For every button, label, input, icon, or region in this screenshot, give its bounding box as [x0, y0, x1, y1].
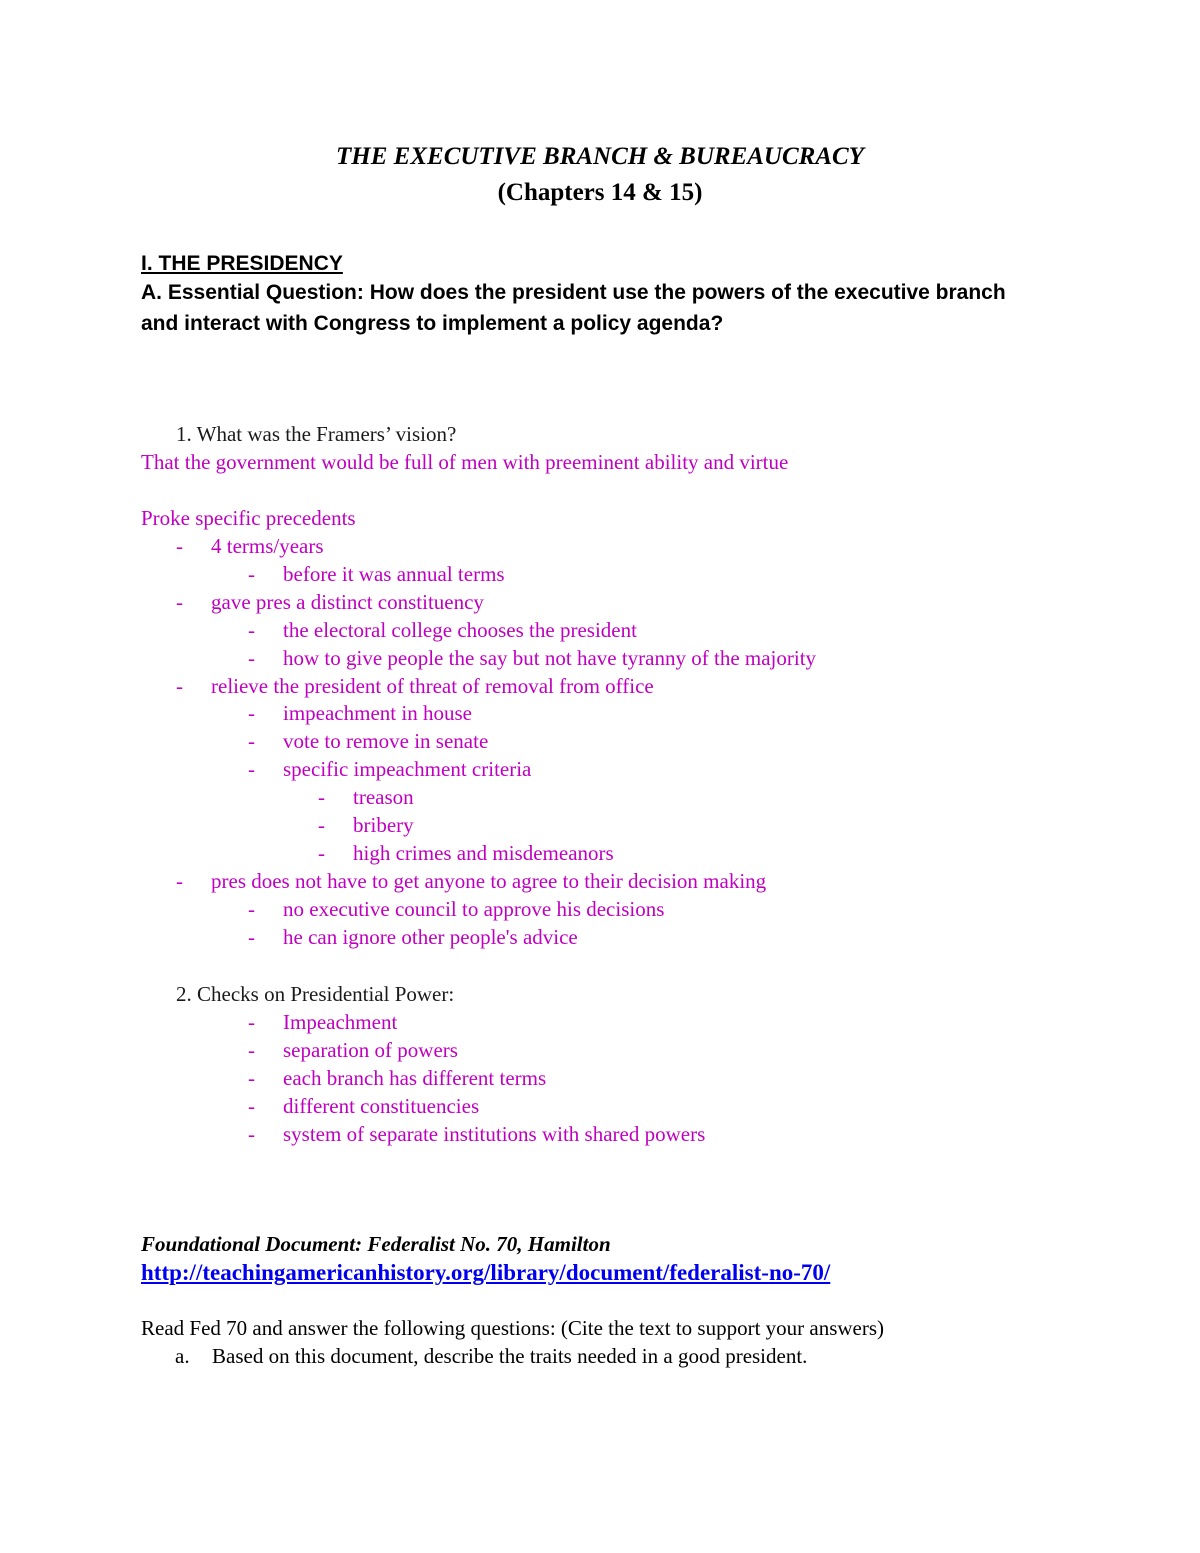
precedent-item-text: pres does not have to get anyone to agree to their decision making — [211, 868, 767, 893]
precedent-item-text: how to give people the say but not have tyranny of the majority — [283, 645, 817, 670]
precedent-item-text: he can ignore other people's advice — [283, 924, 578, 949]
precedent-item-text: treason — [353, 785, 414, 810]
dash-bullet: - — [248, 701, 255, 726]
dash-bullet: - — [176, 589, 183, 614]
answer-1: That the government would be full of men with preeminent ability and virtue — [141, 450, 789, 474]
dash-bullet: - — [248, 1037, 255, 1062]
precedent-item-text: the electoral college chooses the president — [283, 617, 637, 642]
dash-bullet: - — [248, 924, 255, 949]
check-item-text: Impeachment — [283, 1010, 398, 1034]
precedent-item-text: no executive council to approve his decisions — [283, 896, 665, 921]
dash-bullet: - — [248, 757, 255, 782]
document-title: THE EXECUTIVE BRANCH & BUREAUCRACY — [336, 143, 864, 170]
essential-question-line-1: A. Essential Question: How does the president use the powers of the executive branch — [141, 281, 1006, 304]
foundational-document-label: Foundational Document: Federalist No. 70, Hamilton — [141, 1232, 611, 1256]
precedent-item-text: specific impeachment criteria — [283, 757, 532, 782]
precedent-item-text: 4 terms/years — [211, 534, 324, 558]
dash-bullet: - — [248, 729, 255, 754]
dash-bullet: - — [248, 1093, 255, 1118]
question-a-text: Based on this document, describe the traits needed in a good president. — [212, 1344, 808, 1368]
dash-bullet: - — [248, 1121, 255, 1146]
check-item-text: separation of powers — [283, 1037, 458, 1062]
dash-bullet: - — [176, 534, 183, 558]
dash-bullet: - — [176, 673, 183, 698]
check-item-text: each branch has different terms — [283, 1065, 547, 1090]
dash-bullet: - — [318, 785, 325, 810]
question-a — [175, 1344, 808, 1369]
section-heading: I. THE PRESIDENCY — [141, 252, 343, 275]
precedent-item-text: bribery — [353, 813, 414, 837]
precedent-item-text: relieve the president of threat of removal from office — [211, 673, 654, 698]
precedent-item-text: gave pres a distinct constituency — [211, 589, 484, 614]
question-1: 1. What was the Framers’ vision? — [176, 422, 457, 446]
dash-bullet: - — [248, 561, 255, 586]
question-2: 2. Checks on Presidential Power: — [176, 982, 455, 1006]
federalist-70-link[interactable]: http://teachingamericanhistory.org/library/document/federalist-no-70/ — [141, 1260, 831, 1285]
question-a-marker: a. — [175, 1344, 190, 1368]
check-item-text: system of separate institutions with shared powers — [283, 1121, 706, 1146]
precedent-item-text: vote to remove in senate — [283, 729, 489, 754]
dash-bullet: - — [176, 868, 183, 893]
dash-bullet: - — [248, 645, 255, 670]
precedent-item-text: high crimes and misdemeanors — [353, 840, 614, 865]
reading-instructions: Read Fed 70 and answer the following questions: (Cite the text to support your answers) — [141, 1316, 885, 1340]
dash-bullet: - — [248, 617, 255, 642]
dash-bullet: - — [318, 840, 325, 865]
check-item-text: different constituencies — [283, 1093, 480, 1118]
essential-question-line-2: and interact with Congress to implement a policy agenda? — [141, 312, 724, 335]
dash-bullet: - — [248, 1065, 255, 1090]
dash-bullet: - — [248, 896, 255, 921]
precedent-item-text: before it was annual terms — [283, 561, 505, 586]
dash-bullet: - — [248, 1010, 255, 1034]
precedent-item-text: impeachment in house — [283, 701, 472, 726]
dash-bullet: - — [318, 813, 325, 837]
precedents-label: Proke specific precedents — [141, 506, 356, 530]
document-subtitle: (Chapters 14 & 15) — [497, 179, 703, 206]
